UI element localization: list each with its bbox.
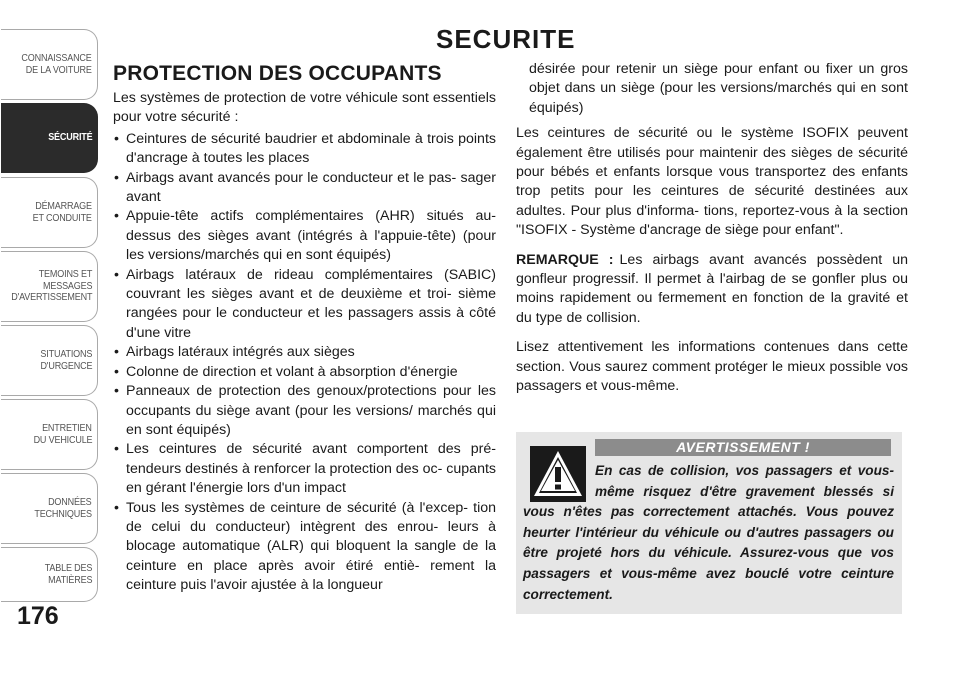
intro-paragraph: Les systèmes de protection de votre véhicule sont essentiels pour votre sécurité :: [113, 90, 496, 126]
sidebar-tab-label: ENTRETIEN: [42, 422, 92, 434]
sidebar-tab-entretien[interactable]: [1, 399, 98, 470]
page-number: 176: [17, 602, 59, 630]
sidebar-tab-label: ET CONDUITE: [32, 211, 92, 224]
list-item-continuation: désirée pour retenir un siège pour enfant ou fixer un gros objet dans un siège (pour les versions/marchés qui en sont équipés): [529, 61, 908, 116]
list-item: • Ceintures de sécurité baudrier et abdominale à trois points d'ancrage à toutes les places: [113, 130, 496, 169]
sidebar-tab-label: CONNAISSANCE: [21, 52, 92, 64]
sidebar-tab-label: DÉMARRAGE: [35, 200, 92, 212]
list-item: • Les ceintures de sécurité avant comportent des pré- tendeurs destinés à renforcer la protection des oc- cupants en gérant l'énergie lors d'un impact: [113, 440, 496, 498]
sidebar-tab-donnees[interactable]: [1, 473, 98, 544]
sidebar-tab-label: D'AVERTISSEMENT: [10, 291, 92, 304]
list-item: • Tous les systèmes de ceinture de sécurité (à l'excep- tion de celui du conducteur) intègrent des enrou- leurs à blocage automatique (ALR) qui bloquent la sangle de la ceinture en place après avoir étiré entiè- rement la ceinture puis l'avoir ajustée à la longueur: [113, 499, 496, 596]
sidebar-tab-table-des-matieres[interactable]: [1, 547, 98, 602]
warning-title: AVERTISSEMENT !: [595, 439, 891, 456]
sidebar-tab-label: DU VEHICULE: [33, 433, 92, 446]
isofix-paragraph: Les ceintures de sécurité ou le système ISOFIX peuvent également être utilisés pour maintenir des sièges de sécurité pour bébés et enfants lorsque vous transportez des enfants trop petits pour les ceintures de sécurité destinées aux adultes. Pour plus d'informa- tions, reportez-vous à la section "ISOFIX - Système d'ancrage de siège pour enfant".: [516, 125, 908, 239]
note-label: REMARQUE :: [516, 251, 614, 268]
right-column: [516, 60, 908, 397]
sidebar-tab-temoins[interactable]: [1, 251, 98, 322]
list-item: • Airbags avant avancés pour le conducteur et le pas- sager avant: [113, 169, 496, 208]
left-column: [113, 60, 496, 596]
sidebar-tab-demarrage[interactable]: [1, 177, 98, 248]
sidebar-tab-connaissance[interactable]: [1, 29, 98, 100]
note-text: Les airbags avant avancés possèdent un gonfleur progressif. Il permet à l'airbag de se gonfler plus ou moins rapidement ou fermement en fonction de la gravité et du type de collision.: [516, 251, 908, 326]
sidebar-tab-label: DONNÉES: [48, 496, 92, 508]
note-paragraph: [516, 251, 908, 329]
list-item: • Airbags latéraux intégrés aux sièges: [113, 343, 496, 362]
list-item: • Appuie-tête actifs complémentaires (AHR) situés au-dessus des sièges avant (intégrés à l'appuie-tête) (pour les versions/marchés qui en sont équipés): [113, 207, 496, 265]
protection-list: [113, 130, 496, 596]
sidebar-tab-label: SITUATIONS: [40, 348, 92, 360]
list-item: • Colonne de direction et volant à absorption d'énergie: [113, 363, 496, 382]
list-item: • Panneaux de protection des genoux/protections pour les occupants du siège avant (pour les versions/ marchés qui en sont équipés): [113, 382, 496, 440]
warning-text: En cas de collision, vos passagers et vous- même risquez d'être gravement blessés si vous n'êtes pas correctement attachés. Vous pouvez heurter l'intérieur du véhicule ou d'autres passagers ou être projeté hors du véhicule. Assurez-vous que vos passagers et vous-même avez bouclé votre ceinture correctement.: [523, 463, 894, 602]
sidebar-tab-label: D'URGENCE: [40, 359, 92, 372]
sidebar-tab-label: TECHNIQUES: [34, 507, 92, 520]
sidebar-tab-label: MATIÈRES: [47, 573, 92, 586]
sidebar-tab-label: DE LA VOITURE: [25, 63, 92, 76]
warning-box: [516, 432, 902, 614]
read-carefully-paragraph: Lisez attentivement les informations contenues dans cette section. Vous saurez comment protéger le mieux possible vos passagers et vous-même.: [516, 339, 908, 395]
sidebar-tab-label: MESSAGES: [42, 279, 92, 292]
section-heading: PROTECTION DES OCCUPANTS: [113, 62, 442, 85]
sidebar-tab-label: TEMOINS ET: [38, 268, 92, 281]
section-title: SECURITE: [436, 24, 576, 54]
list-item: • Airbags latéraux de rideau complémentaires (SABIC) couvrant les sièges avant et de deuxième et troi- sième rangées pour le conducteur et les passagers assis à côté d'une vitre: [113, 266, 496, 344]
warning-text-block: [523, 461, 894, 605]
sidebar-tab-label: SÉCURITÉ: [47, 131, 92, 144]
sidebar-tab-securite[interactable]: [1, 103, 98, 173]
sidebar-tab-situations[interactable]: [1, 325, 98, 396]
sidebar-tab-label: TABLE DES: [44, 562, 92, 574]
